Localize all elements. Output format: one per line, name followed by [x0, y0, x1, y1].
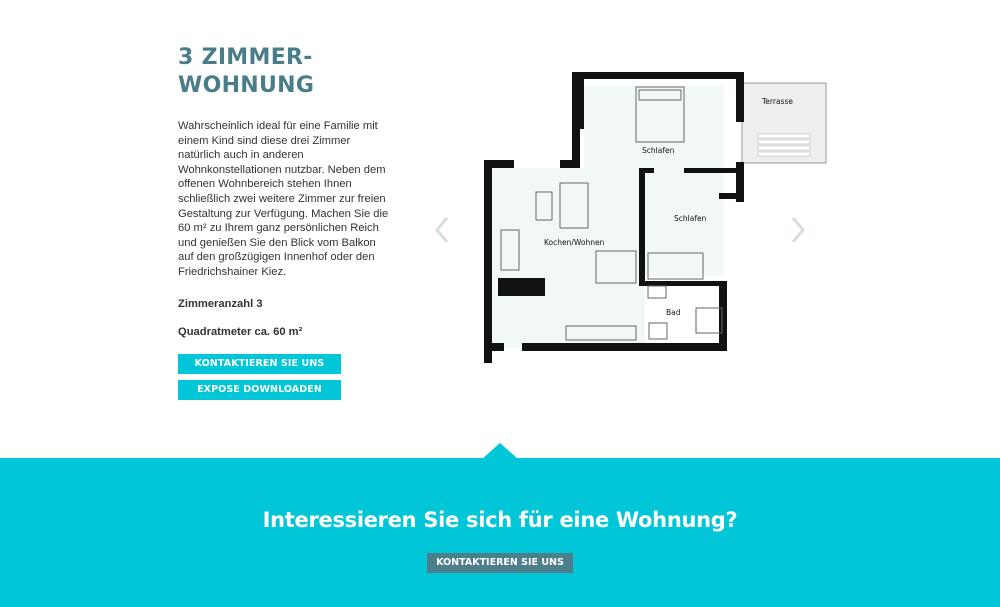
action-buttons — [178, 354, 393, 400]
title-line-2: WOHNUNG — [178, 73, 315, 98]
apartment-info — [178, 44, 393, 400]
cta-notch — [482, 443, 518, 459]
label-terrace: Terrasse — [762, 97, 793, 106]
floor-plan — [484, 68, 829, 363]
carousel-prev-button[interactable] — [432, 215, 452, 250]
rooms-count: Zimmeranzahl 3 — [178, 297, 263, 310]
area-size: Quadratmeter ca. 60 m² — [178, 325, 303, 338]
title-line-1: 3 ZIMMER- — [178, 45, 313, 70]
cta-contact-button[interactable]: KONTAKTIEREN SIE UNS — [427, 553, 573, 573]
expose-download-button[interactable]: EXPOSE DOWNLOADEN — [178, 380, 341, 400]
terrace — [742, 83, 826, 163]
label-bedroom-2: Schlafen — [674, 214, 707, 223]
chevron-left-icon — [432, 215, 452, 245]
apartment-title — [178, 44, 393, 100]
label-bedroom-1: Schlafen — [642, 146, 675, 155]
contact-button[interactable]: KONTAKTIEREN SIE UNS — [178, 354, 341, 374]
cta-title: Interessieren Sie sich für eine Wohnung? — [262, 508, 738, 532]
label-kitchen-living: Kochen/Wohnen — [544, 238, 605, 247]
label-bath: Bad — [666, 308, 681, 317]
apartment-facts — [178, 298, 393, 338]
apartment-description: Wahrscheinlich ideal für eine Familie mit einem Kind sind diese drei Zimmer natürlich auch in anderen Wohnkonstellationen nutzbar. Neben dem offenen Wohnbereich stehen Ihnen schließlich zwei weitere Zimmer zur freien Gestaltung zur Verfügung. Machen Sie die 60 m² zu Ihrem ganz persönlichen Reich und genießen Sie den Blick vom Balkon auf den großzügigen Innenhof oder den Friedrichshainer Kiez. — [178, 120, 389, 278]
cta-section — [0, 458, 1000, 607]
